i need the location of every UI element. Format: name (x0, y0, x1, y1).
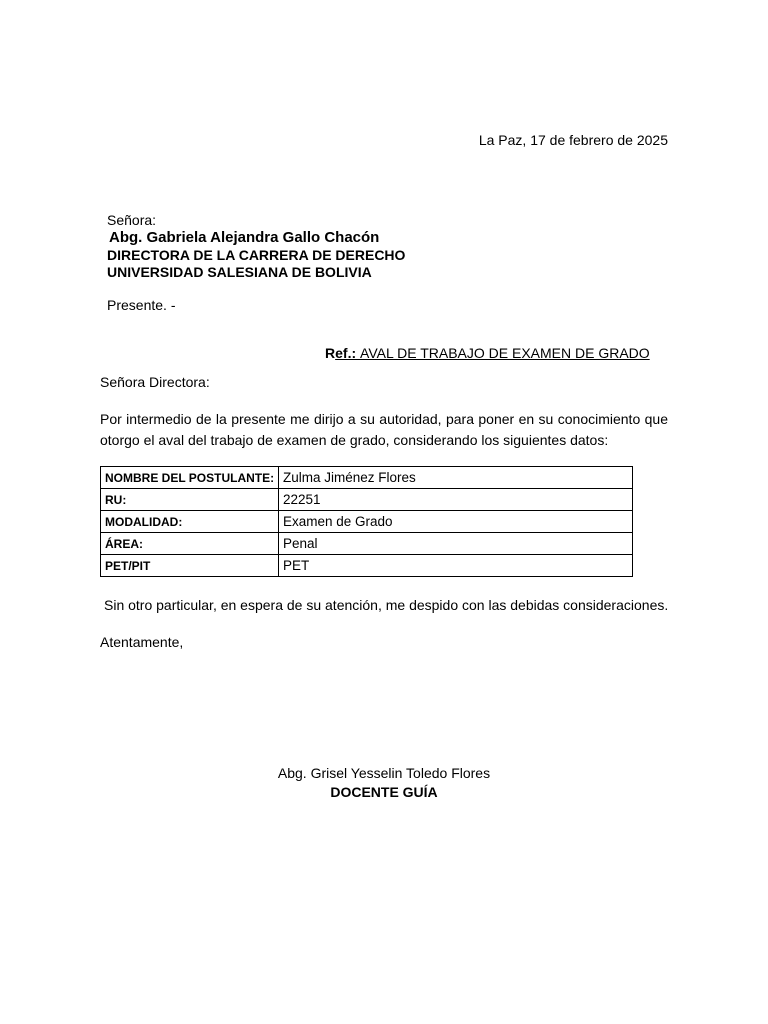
table-label: ÁREA: (101, 533, 279, 555)
table-value: 22251 (279, 489, 633, 511)
table-value: Penal (279, 533, 633, 555)
farewell: Atentamente, (100, 634, 184, 650)
table-value: PET (279, 555, 633, 577)
applicant-data-table (100, 466, 633, 577)
table-value: Zulma Jiménez Flores (279, 467, 633, 489)
closing-paragraph: Sin otro particular, en espera de su atención, me despido con las debidas consideraciones. (104, 597, 669, 613)
table-value: Examen de Grado (279, 511, 633, 533)
signer-name: Abg. Grisel Yesselin Toledo Flores (277, 765, 491, 781)
greeting: Señora Directora: (100, 374, 210, 390)
reference-line (325, 345, 650, 361)
table-row (101, 511, 633, 533)
letter-date: La Paz, 17 de febrero de 2025 (478, 132, 668, 148)
table-row (101, 533, 633, 555)
reference-prefix: R (325, 345, 336, 361)
table-row (101, 467, 633, 489)
table-label: MODALIDAD: (101, 511, 279, 533)
recipient-title: DIRECTORA DE LA CARRERA DE DERECHO (107, 247, 406, 263)
table-label: PET/PIT (101, 555, 279, 577)
salutation-label: Señora: (107, 212, 157, 228)
recipient-name: Abg. Gabriela Alejandra Gallo Chacón (109, 229, 380, 246)
presente-line: Presente. - (107, 297, 176, 313)
body-paragraph: Por intermedio de la presente me dirijo a su autoridad, para poner en su conocimiento que otorgo el aval del trabajo de examen de grado, considerando los siguientes datos: (100, 411, 668, 448)
table-label: NOMBRE DEL POSTULANTE: (101, 467, 279, 489)
table-label: RU: (101, 489, 279, 511)
recipient-organization: UNIVERSIDAD SALESIANA DE BOLIVIA (107, 264, 372, 280)
reference-subject: AVAL DE TRABAJO DE EXAMEN DE GRADO (360, 345, 650, 361)
table-row (101, 489, 633, 511)
reference-label: ef.: (335, 345, 361, 361)
table-row (101, 555, 633, 577)
signer-role: DOCENTE GUÍA (330, 784, 438, 800)
